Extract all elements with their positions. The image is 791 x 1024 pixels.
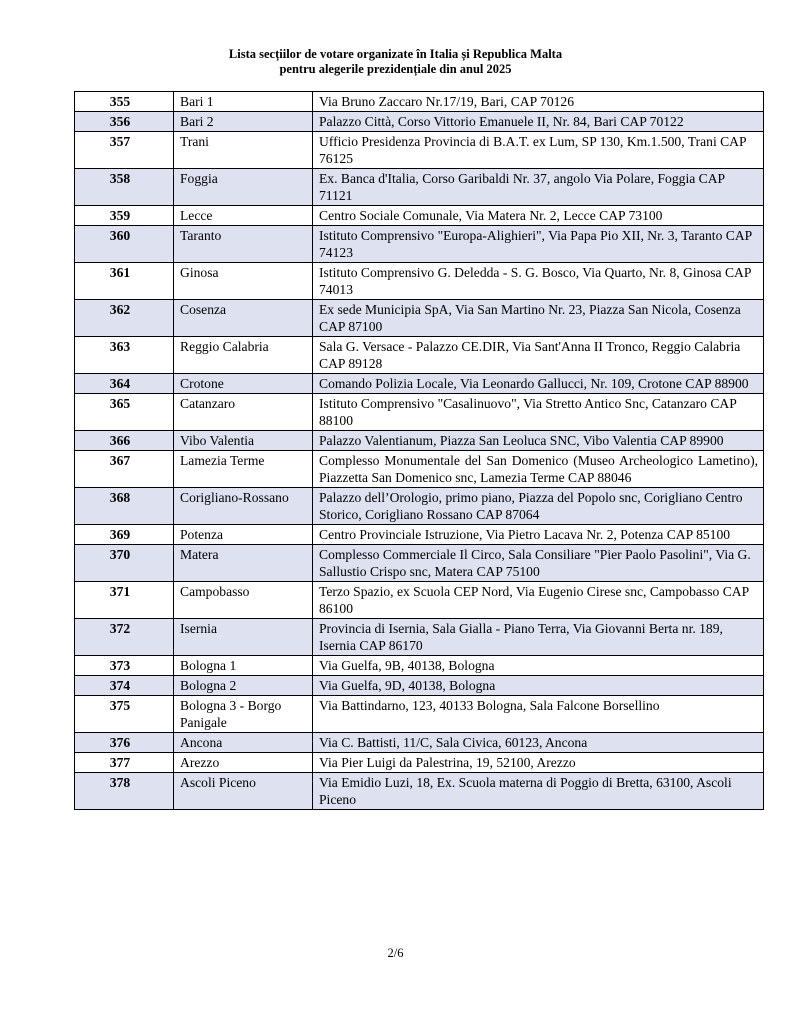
table-row [75, 753, 764, 773]
address-cell: Complesso Monumentale del San Domenico (Museo Archeologico Lametino), Piazzetta San Domenico snc, Lamezia Terme CAP 88046 [313, 451, 764, 488]
address-cell: Istituto Comprensivo "Casalinuovo", Via Stretto Antico Snc, Catanzaro CAP 88100 [313, 394, 764, 431]
table-row [75, 112, 764, 132]
document-title [0, 47, 791, 77]
table-row [75, 696, 764, 733]
section-number-cell: 357 [75, 132, 174, 169]
locality-cell: Bologna 1 [174, 656, 313, 676]
table-row [75, 525, 764, 545]
locality-cell: Reggio Calabria [174, 337, 313, 374]
locality-cell: Crotone [174, 374, 313, 394]
title-line-2: pentru alegerile prezidențiale din anul 2025 [279, 62, 512, 76]
section-number-cell: 363 [75, 337, 174, 374]
address-cell: Via Bruno Zaccaro Nr.17/19, Bari, CAP 70126 [313, 92, 764, 112]
section-number-cell: 378 [75, 773, 174, 810]
address-cell: Terzo Spazio, ex Scuola CEP Nord, Via Eugenio Cirese snc, Campobasso CAP 86100 [313, 582, 764, 619]
address-cell: Via Guelfa, 9B, 40138, Bologna [313, 656, 764, 676]
polling-stations-table [74, 91, 764, 810]
section-number-cell: 375 [75, 696, 174, 733]
page-number: 2/6 [387, 946, 404, 960]
section-number-cell: 360 [75, 226, 174, 263]
table-row [75, 451, 764, 488]
address-cell: Palazzo dell’Orologio, primo piano, Piazza del Popolo snc, Corigliano Centro Storico, Corigliano Rossano CAP 87064 [313, 488, 764, 525]
locality-cell: Arezzo [174, 753, 313, 773]
table-row [75, 263, 764, 300]
locality-cell: Lecce [174, 206, 313, 226]
locality-cell: Foggia [174, 169, 313, 206]
table-row [75, 545, 764, 582]
address-cell: Centro Sociale Comunale, Via Matera Nr. 2, Lecce CAP 73100 [313, 206, 764, 226]
locality-cell: Bari 1 [174, 92, 313, 112]
locality-cell: Vibo Valentia [174, 431, 313, 451]
section-number-cell: 356 [75, 112, 174, 132]
address-cell: Ex sede Municipia SpA, Via San Martino Nr. 23, Piazza San Nicola, Cosenza CAP 87100 [313, 300, 764, 337]
locality-cell: Taranto [174, 226, 313, 263]
section-number-cell: 359 [75, 206, 174, 226]
locality-cell: Isernia [174, 619, 313, 656]
address-cell: Centro Provinciale Istruzione, Via Pietro Lacava Nr. 2, Potenza CAP 85100 [313, 525, 764, 545]
section-number-cell: 376 [75, 733, 174, 753]
address-cell: Via C. Battisti, 11/C, Sala Civica, 60123, Ancona [313, 733, 764, 753]
table-row [75, 676, 764, 696]
address-cell: Palazzo Valentianum, Piazza San Leoluca SNC, Vibo Valentia CAP 89900 [313, 431, 764, 451]
table-row [75, 206, 764, 226]
table-row [75, 132, 764, 169]
address-cell: Istituto Comprensivo "Europa-Alighieri", Via Papa Pio XII, Nr. 3, Taranto CAP 74123 [313, 226, 764, 263]
address-cell: Ex. Banca d'Italia, Corso Garibaldi Nr. 37, angolo Via Polare, Foggia CAP 71121 [313, 169, 764, 206]
table-row [75, 619, 764, 656]
section-number-cell: 365 [75, 394, 174, 431]
address-cell: Via Guelfa, 9D, 40138, Bologna [313, 676, 764, 696]
locality-cell: Bologna 2 [174, 676, 313, 696]
section-number-cell: 372 [75, 619, 174, 656]
table-row [75, 92, 764, 112]
table-row [75, 582, 764, 619]
table-row [75, 374, 764, 394]
section-number-cell: 366 [75, 431, 174, 451]
table-row [75, 431, 764, 451]
address-cell: Ufficio Presidenza Provincia di B.A.T. ex Lum, SP 130, Km.1.500, Trani CAP 76125 [313, 132, 764, 169]
table-row [75, 226, 764, 263]
section-number-cell: 370 [75, 545, 174, 582]
locality-cell: Bologna 3 - Borgo Panigale [174, 696, 313, 733]
table-row [75, 488, 764, 525]
address-cell: Via Emidio Luzi, 18, Ex. Scuola materna di Poggio di Bretta, 63100, Ascoli Piceno [313, 773, 764, 810]
table-row [75, 733, 764, 753]
locality-cell: Corigliano-Rossano [174, 488, 313, 525]
address-cell: Via Pier Luigi da Palestrina, 19, 52100, Arezzo [313, 753, 764, 773]
section-number-cell: 355 [75, 92, 174, 112]
address-cell: Istituto Comprensivo G. Deledda - S. G. Bosco, Via Quarto, Nr. 8, Ginosa CAP 74013 [313, 263, 764, 300]
locality-cell: Campobasso [174, 582, 313, 619]
locality-cell: Trani [174, 132, 313, 169]
locality-cell: Catanzaro [174, 394, 313, 431]
section-number-cell: 369 [75, 525, 174, 545]
locality-cell: Bari 2 [174, 112, 313, 132]
section-number-cell: 377 [75, 753, 174, 773]
section-number-cell: 362 [75, 300, 174, 337]
locality-cell: Lamezia Terme [174, 451, 313, 488]
table-row [75, 169, 764, 206]
table-row [75, 337, 764, 374]
section-number-cell: 364 [75, 374, 174, 394]
section-number-cell: 373 [75, 656, 174, 676]
section-number-cell: 361 [75, 263, 174, 300]
section-number-cell: 358 [75, 169, 174, 206]
table-body [75, 92, 764, 810]
address-cell: Palazzo Città, Corso Vittorio Emanuele II, Nr. 84, Bari CAP 70122 [313, 112, 764, 132]
section-number-cell: 374 [75, 676, 174, 696]
locality-cell: Potenza [174, 525, 313, 545]
locality-cell: Ancona [174, 733, 313, 753]
locality-cell: Matera [174, 545, 313, 582]
table-row [75, 773, 764, 810]
address-cell: Sala G. Versace - Palazzo CE.DIR, Via Sant'Anna II Tronco, Reggio Calabria CAP 89128 [313, 337, 764, 374]
address-cell: Via Battindarno, 123, 40133 Bologna, Sala Falcone Borsellino [313, 696, 764, 733]
address-cell: Complesso Commerciale Il Circo, Sala Consiliare "Pier Paolo Pasolini", Via G. Sallustio Crispo snc, Matera CAP 75100 [313, 545, 764, 582]
locality-cell: Ginosa [174, 263, 313, 300]
locality-cell: Cosenza [174, 300, 313, 337]
address-cell: Comando Polizia Locale, Via Leonardo Gallucci, Nr. 109, Crotone CAP 88900 [313, 374, 764, 394]
table-row [75, 300, 764, 337]
locality-cell: Ascoli Piceno [174, 773, 313, 810]
title-line-1: Lista secțiilor de votare organizate în Italia și Republica Malta [228, 47, 563, 61]
table-row [75, 656, 764, 676]
section-number-cell: 371 [75, 582, 174, 619]
section-number-cell: 368 [75, 488, 174, 525]
table-row [75, 394, 764, 431]
section-number-cell: 367 [75, 451, 174, 488]
address-cell: Provincia di Isernia, Sala Gialla - Piano Terra, Via Giovanni Berta nr. 189, Isernia CAP 86170 [313, 619, 764, 656]
